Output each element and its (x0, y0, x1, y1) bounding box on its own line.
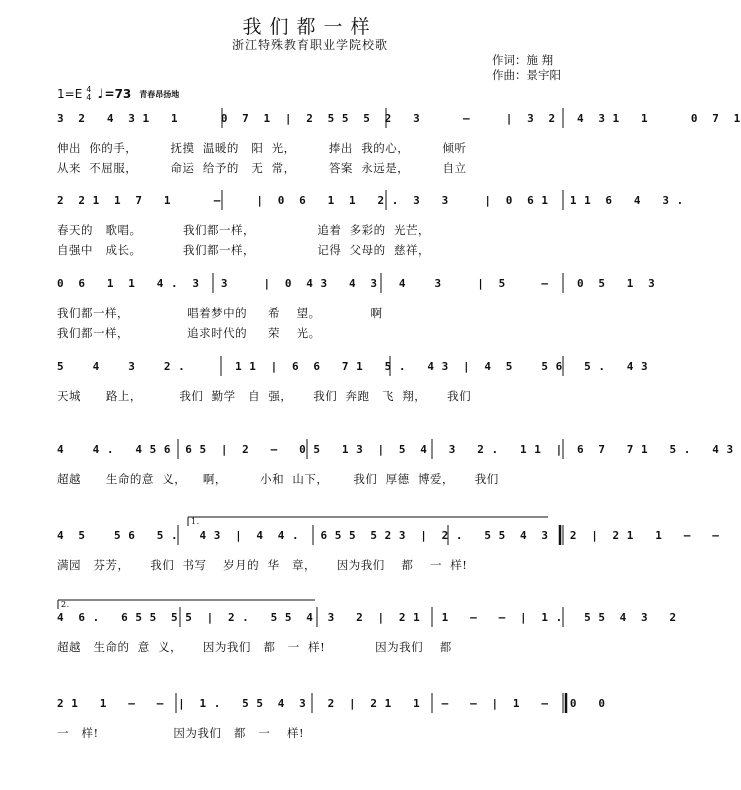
notation-line: 4 6 . 6 5 5 5 5 | 2 . 5 5 4 3 2 | 2 1 1 – – | 1 . 5 5 4 3 2 (57, 611, 677, 624)
expression-mark: 青春昂扬地 (139, 89, 180, 99)
lyric-line: 我们都一样， 唱着梦中的 希 望。 啊 (57, 306, 383, 320)
quarter-note-icon: ♩ (97, 86, 104, 102)
tempo-mark: =73 (104, 87, 132, 101)
lyricist-credit: 作词：施 翔 (492, 53, 554, 67)
song-subtitle: 浙江特殊教育职业学院校歌 (231, 38, 388, 52)
notation-line: 4 5 5 6 5 . 4 3 | 4 4 . 6 5 5 5 2 3 | 2 . 5 5 4 3 2 | 2 1 1 – – (57, 529, 720, 542)
notation-line: 0 6 1 1 4 . 3 3 | 0 4 3 4 3 4 3 | 5 – 0 5 1 3 (57, 277, 656, 290)
notation-line: 3 2 4 3 1 1 0 7 1 | 2 5 5 5 2 3 – | 3 2 4 3 1 1 0 7 1 (57, 112, 741, 125)
notation-line: 2 2 1 1 7 1 – | 0 6 1 1 2 . 3 3 | 0 6 1 1 1 6 4 3 . (57, 194, 684, 207)
lyric-line: 一 样! 因为我们 都 一 样! (57, 726, 305, 740)
time-signature-top: 4 (86, 85, 92, 94)
composer-credit: 作曲：景宇阳 (492, 68, 561, 82)
notation-line: 4 4 . 4 5 6 6 5 | 2 – 0 5 1 3 | 5 4 3 2 . 1 1 | 6 7 7 1 5 . 4 3 (57, 443, 734, 456)
lyric-line: 春天的 歌唱。 我们都一样， 追着 多彩的 光芒， (57, 223, 430, 237)
time-signature-bottom: 4 (86, 93, 92, 102)
volta-label: 1. (191, 517, 200, 526)
lyric-line: 自强中 成长。 我们都一样， 记得 父母的 慈祥， (57, 243, 430, 257)
song-title: 我们都一样 (242, 16, 378, 38)
notation-line: 5 4 3 2 . 1 1 | 6 6 7 1 5 . 4 3 | 4 5 5 6 5 . 4 3 (57, 360, 649, 373)
lyric-line: 超越 生命的意 义， 啊， 小和 山下， 我们 厚德 博爱， 我们 (57, 472, 499, 486)
lyric-line: 天城 路上， 我们 勤学 自 强， 我们 奔跑 飞 翔， 我们 (57, 389, 472, 403)
lyric-line: 满园 芬芳， 我们 书写 岁月的 华 章， 因为我们 都 一 样! (57, 558, 468, 572)
notation-line: 2 1 1 – – | 1 . 5 5 4 3 2 | 2 1 1 – – | 1 – 0 0 (57, 697, 606, 710)
key-signature: 1=E (57, 87, 83, 101)
lyric-line: 伸出 你的手， 抚摸 温暖的 阳 光， 捧出 我的心， 倾听 (57, 141, 467, 155)
volta-label: 2. (61, 600, 70, 609)
lyric-line: 我们都一样， 追求时代的 荣 光。 (57, 326, 321, 340)
lyric-line: 超越 生命的 意 义， 因为我们 都 一 样! 因为我们 都 (57, 640, 452, 654)
lyric-line: 从来 不屈服， 命运 给予的 无 常， 答案 永远是， 自立 (57, 161, 467, 175)
